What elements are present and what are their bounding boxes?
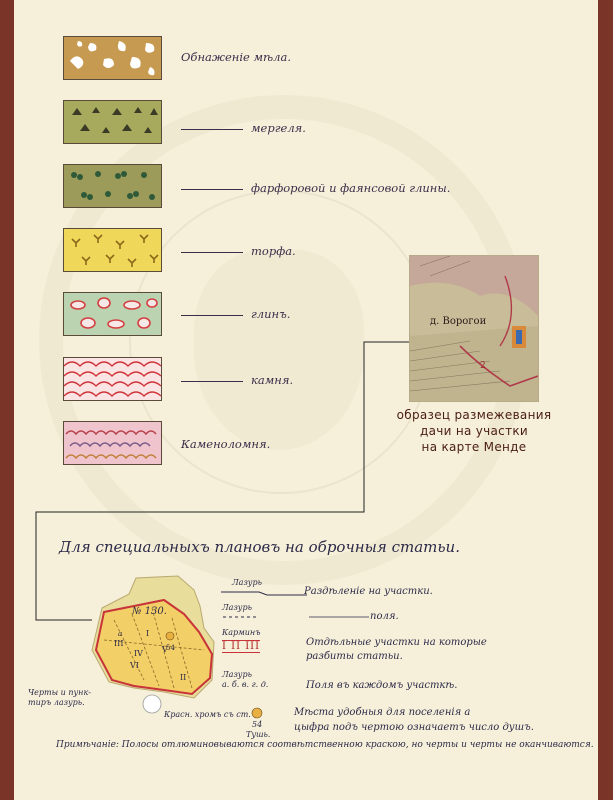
legend-label-clay: глинъ.	[181, 307, 290, 321]
plot-numeral-3: III	[114, 639, 124, 648]
map-plot-number: 2	[480, 361, 486, 371]
line3-colour: Карминъ	[222, 628, 261, 637]
line4-colour: Лазурь	[222, 670, 252, 679]
atlas-page	[14, 0, 598, 800]
line5-ink: Тушь.	[246, 730, 271, 739]
legend-label-peat: торфа.	[181, 244, 296, 258]
plot-souls-count: 54	[166, 644, 175, 652]
compass-marker	[143, 695, 161, 713]
settlement-marker	[166, 632, 174, 640]
line4-letters: а. б. в. г. д.	[222, 680, 269, 689]
line1-colour: Лазурь	[232, 578, 262, 587]
line2-label: поля.	[370, 611, 399, 622]
legend-label-quarry: Каменоломня.	[181, 437, 271, 451]
legend-label-marl: мергеля.	[181, 121, 306, 135]
plot-numeral-4: IV	[134, 649, 143, 658]
plot-numeral-5: V	[162, 645, 168, 654]
side-note-line-1: Черты и пунк-	[28, 688, 91, 697]
line1-label: Раздѣленіе на участки.	[304, 586, 433, 597]
caption-line-2: дачи на участки	[419, 424, 529, 438]
side-note	[28, 688, 91, 708]
line5-settlement-marker	[250, 706, 264, 720]
plot-numeral-1: I	[146, 629, 150, 638]
line1-sample	[219, 587, 309, 597]
plot-number: № 130.	[132, 606, 167, 617]
sample-plot-map	[74, 570, 224, 720]
special-plans-heading: Для специальныхъ плановъ на оброчныя статьи.	[59, 538, 460, 556]
line3-label: Отдѣльные участки на которые	[306, 637, 487, 648]
line5-count: 54	[252, 720, 263, 729]
legend-label-stone: камня.	[181, 373, 293, 387]
line2-sample	[219, 611, 379, 621]
legend-label-chalk: Обнаженіе мѣла.	[181, 50, 291, 64]
line5-label-2: цыфра подъ чертою означаетъ число душъ.	[294, 722, 534, 733]
plot-field-letter: a	[118, 630, 123, 638]
footnote: Примѣчаніе: Полосы отлюминовываются соотвѣтственною краскою, но черты и черты не оканчиваются.	[56, 740, 594, 750]
caption-line-1: образец размежевания	[396, 408, 552, 422]
line3-label-2: разбиты статьи.	[306, 651, 403, 662]
line5-label: Мѣста удобныя для поселенія а	[294, 707, 471, 718]
line2-colour: Лазурь	[222, 603, 252, 612]
line4-label: Поля въ каждомъ участкѣ.	[306, 680, 458, 691]
side-note-line-2: тиръ лазурь.	[28, 698, 85, 707]
legend-label-porcelain-clay: фарфоровой и фаянсовой глины.	[181, 181, 450, 195]
line5-colour: Красн. хромъ съ ст.	[164, 710, 251, 719]
map-village-label: д. Ворогои	[430, 316, 487, 327]
plot-numeral-2: II	[180, 673, 187, 682]
line3-numerals: I II III	[222, 641, 261, 652]
caption-line-3: на карте Менде	[421, 440, 527, 454]
plot-numeral-6: VI	[130, 661, 139, 670]
